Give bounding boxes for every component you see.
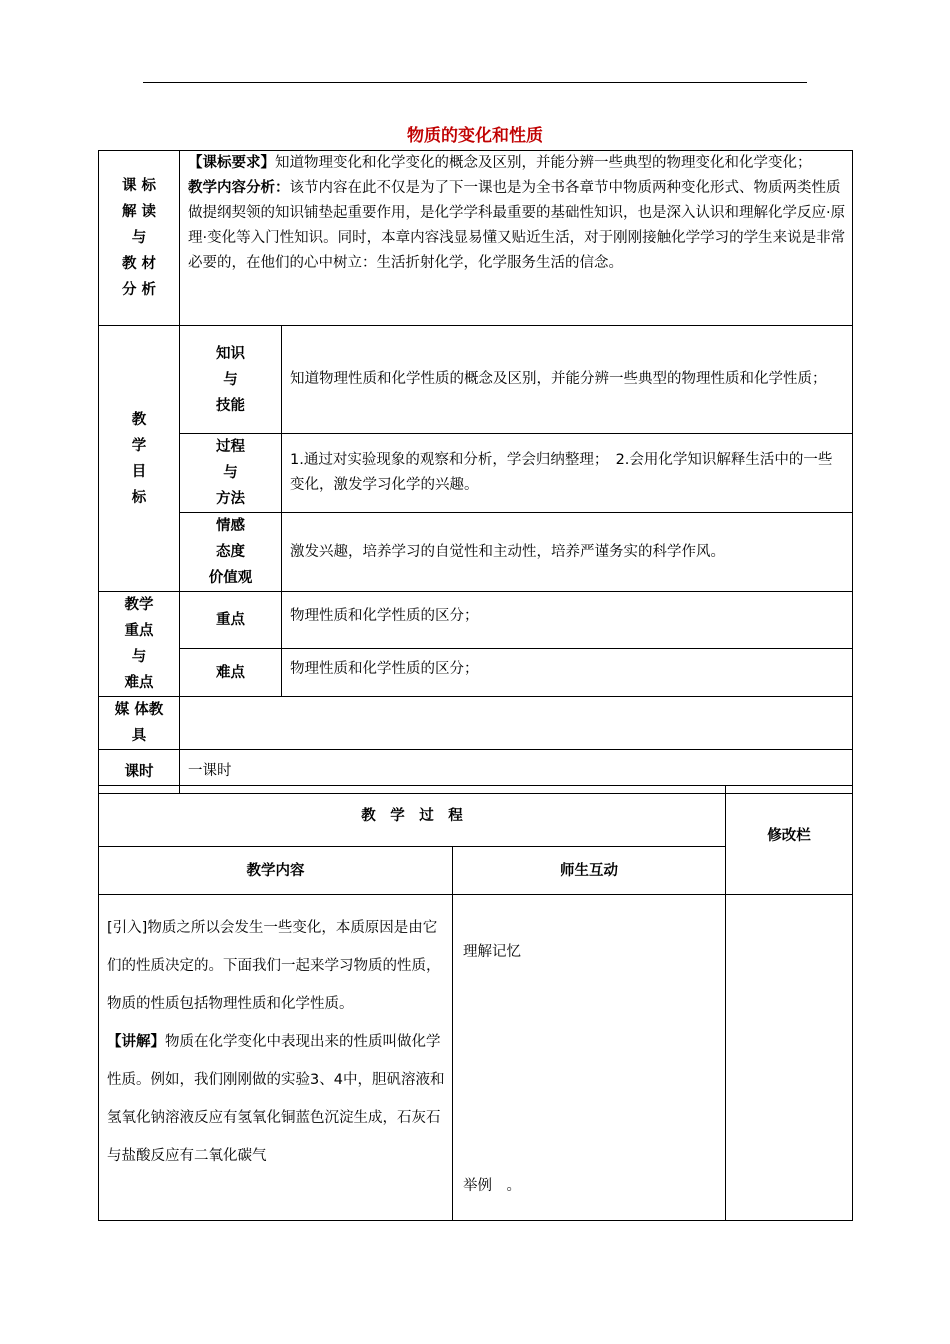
interaction-understand: 理解记忆 [463,944,521,960]
difficulty-text: 物理性质和化学性质的区分； [282,649,853,697]
goal-knowledge-label: 知识 与 技能 [180,326,282,434]
key-point-text: 物理性质和化学性质的区分； [282,592,853,649]
goal-attitude-label: 情感 态度 价值观 [180,513,282,592]
analysis-text: 【课标要求】知道物理变化和化学变化的概念及区别，并能分辨一些典型的物理变化和化学变化； 教学内容分析：该节内容在此不仅是为了下一课也是为全书各章节中物质两种变化形式、物质两类性质做提纲契领的知识铺垫起重要作用，是化学学科最重要的基础性知识，也是深入认识和理解化学反应·原理·变化等入门性知识。同时，本章内容浅显易懂又贴近生活，对于刚刚接触化学学习的学生来说是非常必要的，在他们的心中树立：生活折射化学，化学服务生活的信念。 [180,151,853,326]
page-title: 物质的变化和性质 [407,126,543,146]
goal-process-label: 过程 与 方法 [180,434,282,513]
interaction-example: 举例 。 [463,1178,521,1194]
revision-header: 修改栏 [726,786,853,895]
interaction-col-header: 师生互动 [453,847,726,895]
goal-attitude-text: 激发兴趣，培养学习的自觉性和主动性，培养严谨务实的科学作风。 [282,513,853,592]
content-col-header: 教学内容 [99,847,453,895]
media-text [180,697,853,750]
hours-text: 一课时 [180,750,853,794]
difficulty-label: 难点 [180,649,282,697]
keypoints-label: 教学 重点 与 难点 [99,592,180,697]
analysis-label: 课 标 解 读 与 教 材 分 析 [99,151,180,326]
goal-process-text: 1.通过对实验现象的观察和分析，学会归纳整理； 2.会用化学知识解释生活中的一些变化，激发学习化学的兴趣。 [282,434,853,513]
process-header: 教 学 过 程 [99,786,726,847]
process-interaction [453,895,726,1221]
media-label: 媒 体教 具 [99,697,180,750]
goal-knowledge-text: 知道物理性质和化学性质的概念及区别，并能分辨一些典型的物理性质和化学性质； [282,326,853,434]
process-table [98,785,853,1221]
header-rule [143,82,807,83]
key-point-label: 重点 [180,592,282,649]
lesson-plan-table [98,150,853,794]
goals-label: 教 学 目 标 [99,326,180,592]
process-content: [引入]物质之所以会发生一些变化，本质原因是由它们的性质决定的。下面我们一起来学习物质的性质，物质的性质包括物理性质和化学性质。 【讲解】物质在化学变化中表现出来的性质叫做化学性质。例如，我们刚刚做的实验3、4中，胆矾溶液和氢氧化钠溶液反应有氢氧化铜蓝色沉淀生成，石灰石与盐酸反应有二氧化碳气 [99,895,453,1221]
revision-cell [726,895,853,1221]
hours-label: 课时 [99,750,180,794]
